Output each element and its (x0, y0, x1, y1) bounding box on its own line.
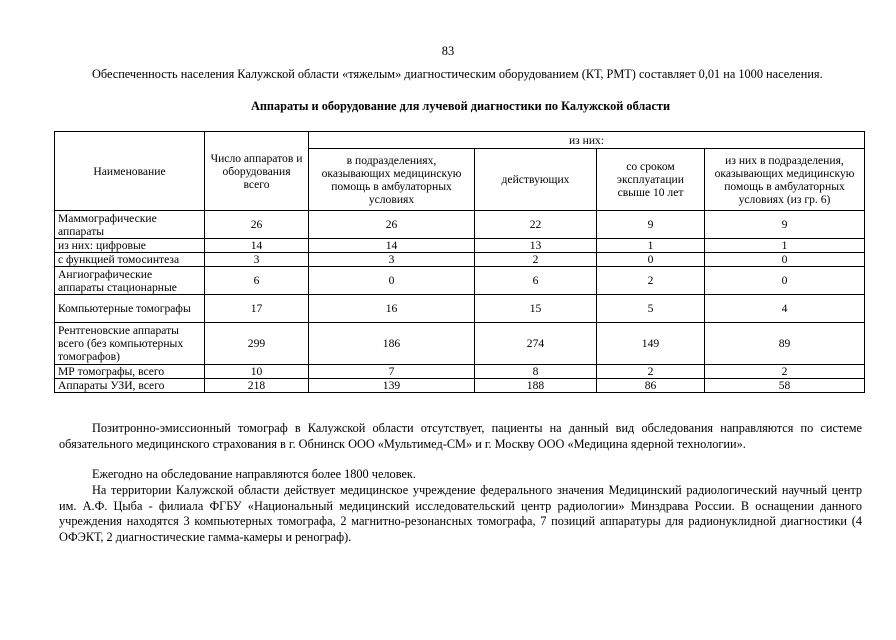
header-active: действующих (475, 149, 597, 211)
table-row (55, 379, 865, 393)
row-value-cell: 89 (705, 323, 865, 365)
row-value-cell: 5 (597, 295, 705, 323)
row-value-cell: 218 (205, 379, 309, 393)
row-value-cell: 22 (475, 211, 597, 239)
header-over10: со сроком эксплуатации свыше 10 лет (597, 149, 705, 211)
table-row (55, 295, 865, 323)
header-of-them: из них: (309, 132, 865, 149)
row-value-cell: 149 (597, 323, 705, 365)
header-amb-of-col6: из них в подразделения, оказывающих медицинскую помощь в амбулаторных условиях (из гр. 6) (705, 149, 865, 211)
table-body (55, 211, 865, 393)
row-value-cell: 3 (309, 253, 475, 267)
row-value-cell: 0 (597, 253, 705, 267)
row-value-cell: 299 (205, 323, 309, 365)
row-value-cell: 0 (705, 253, 865, 267)
row-value-cell: 10 (205, 365, 309, 379)
row-value-cell: 14 (205, 239, 309, 253)
row-value-cell: 17 (205, 295, 309, 323)
row-value-cell: 86 (597, 379, 705, 393)
row-value-cell: 9 (597, 211, 705, 239)
table-row (55, 253, 865, 267)
row-value-cell: 2 (475, 253, 597, 267)
row-value-cell: 186 (309, 323, 475, 365)
table-row (55, 365, 865, 379)
row-value-cell: 188 (475, 379, 597, 393)
pet-paragraph: Позитронно-эмиссионный томограф в Калужской области отсутствует, пациенты на данный вид обследования направляются по системе обязательного медицинского страхования в г. Обнинск ООО «Мультимед-СМ» и г. Москву ООО «Медицина ядерной технологии». (59, 421, 862, 451)
row-value-cell: 14 (309, 239, 475, 253)
row-value-cell: 2 (597, 365, 705, 379)
row-value-cell: 139 (309, 379, 475, 393)
page-number: 83 (441, 44, 455, 58)
row-value-cell: 13 (475, 239, 597, 253)
row-value-cell: 4 (705, 295, 865, 323)
equipment-table (54, 131, 865, 393)
intro-paragraph: Обеспеченность населения Калужской области «тяжелым» диагностическим оборудованием (КТ, РМТ) составляет 0,01 на 1000 населения. (92, 67, 823, 81)
row-value-cell: 3 (205, 253, 309, 267)
row-name-cell: с функцией томосинтеза (55, 253, 205, 267)
row-name-cell: Ангиографические аппараты стационарные (55, 267, 205, 295)
row-value-cell: 0 (705, 267, 865, 295)
row-value-cell: 0 (309, 267, 475, 295)
row-value-cell: 8 (475, 365, 597, 379)
row-value-cell: 1 (705, 239, 865, 253)
row-value-cell: 9 (705, 211, 865, 239)
header-name: Наименование (55, 132, 205, 211)
row-value-cell: 274 (475, 323, 597, 365)
federal-paragraph: На территории Калужской области действует медицинское учреждение федерального значения Медицинский радиологический научный центр им. А.Ф. Цыба - филиала ФГБУ «Национальный медицинский исследовательский центр радиологии» Минздрава России. В оснащении данного учреждения находятся 3 компьютерных томографа, 2 магнитно-резонансных томографа, 7 позиций аппаратуры для радионуклидной диагностики (4 ОФЭКТ, 2 диагностические гамма-камеры и ренограф). (59, 483, 862, 544)
row-name-cell: Аппараты УЗИ, всего (55, 379, 205, 393)
row-value-cell: 2 (705, 365, 865, 379)
yearly-paragraph: Ежегодно на обследование направляются более 1800 человек. (92, 467, 416, 481)
table-row (55, 267, 865, 295)
row-value-cell: 16 (309, 295, 475, 323)
row-name-cell: Рентгеновские аппараты всего (без компьютерных томографов) (55, 323, 205, 365)
row-name-cell: Компьютерные томографы (55, 295, 205, 323)
row-value-cell: 58 (705, 379, 865, 393)
row-value-cell: 1 (597, 239, 705, 253)
header-ambulatory: в подразделениях, оказывающих медицинскую помощь в амбулаторных условиях (309, 149, 475, 211)
table-row (55, 323, 865, 365)
row-value-cell: 6 (205, 267, 309, 295)
row-value-cell: 15 (475, 295, 597, 323)
row-name-cell: МР томографы, всего (55, 365, 205, 379)
header-total: Число аппаратов и оборудования всего (205, 132, 309, 211)
row-value-cell: 26 (309, 211, 475, 239)
table-row (55, 211, 865, 239)
row-value-cell: 2 (597, 267, 705, 295)
row-name-cell: Маммографические аппараты (55, 211, 205, 239)
row-value-cell: 26 (205, 211, 309, 239)
row-value-cell: 6 (475, 267, 597, 295)
row-name-cell: из них: цифровые (55, 239, 205, 253)
table-title: Аппараты и оборудование для лучевой диагностики по Калужской области (250, 99, 671, 113)
table-row (55, 239, 865, 253)
row-value-cell: 7 (309, 365, 475, 379)
